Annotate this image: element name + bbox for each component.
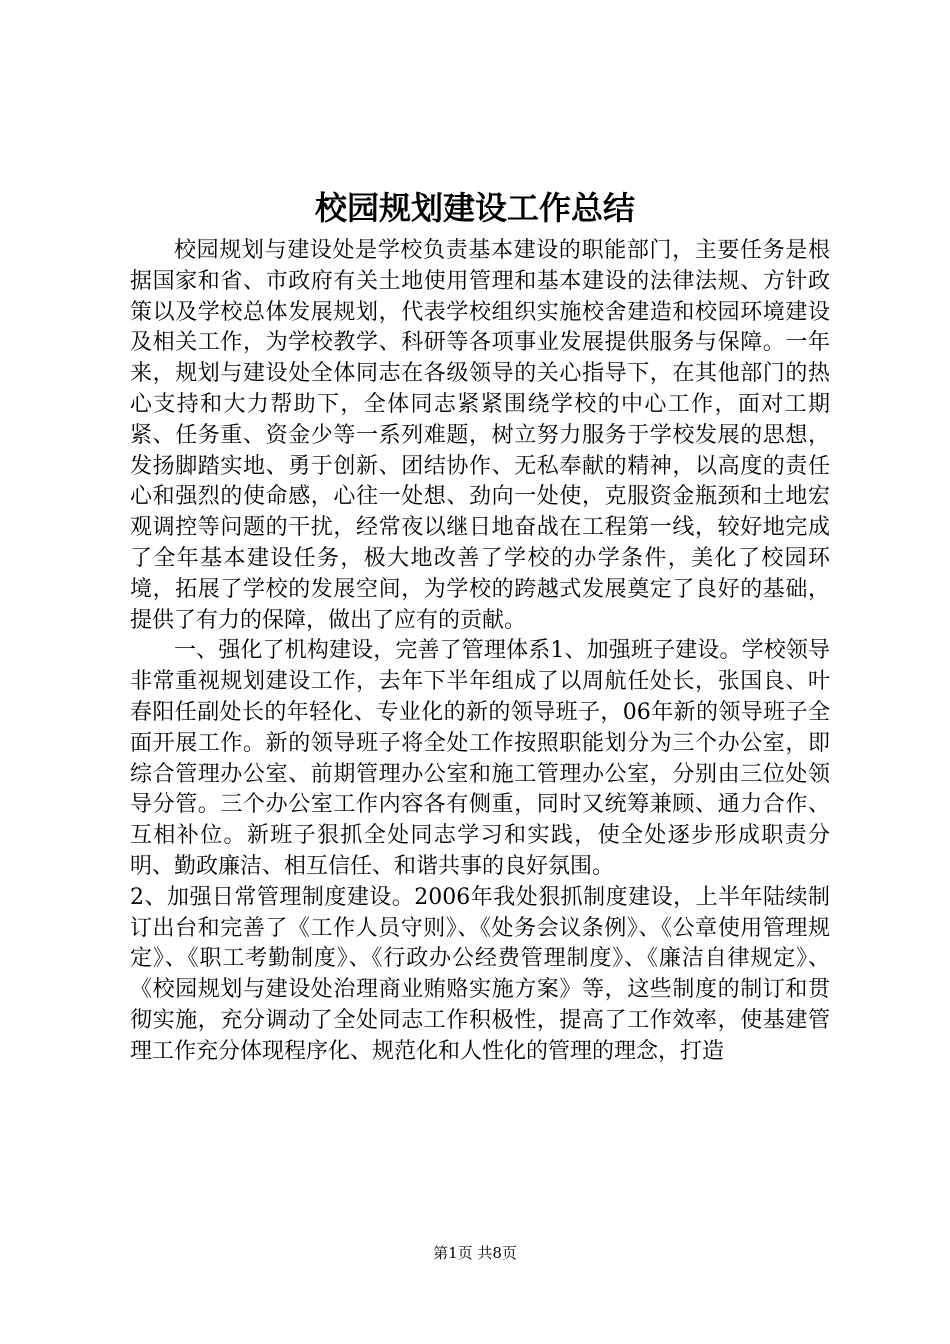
paragraph-section-1: 一、强化了机构建设，完善了管理体系1、加强班子建设。学校领导非常重视规划建设工作，去年下半年组成了以周航任处长，张国良、叶春阳任副处长的年轻化、专业化的新的领导班子，06年新的领导班子全面开展工作。新的领导班子将全处工作按照职能划分为三个办公室，即综合管理办公室、前期管理办公室和施工管理办公室，分别由三位处领导分管。三个办公室工作内容各有侧重，同时又统筹兼顾、通力合作、互相补位。新班子狠抓全处同志学习和实践，使全处逐步形成职责分明、勤政廉洁、相互信任、和谐共事的良好氛围。: [130, 638, 830, 879]
paragraph-section-2: 2、加强日常管理制度建设。2006年我处狠抓制度建设，上半年陆续制订出台和完善了《工作人员守则》、《处务会议条例》、《公章使用管理规定》、《职工考勤制度》、《行政办公经费管理制度》、《廉洁自律规定》、《校园规划与建设处治理商业贿赂实施方案》等，这些制度的制订和贯彻实施，充分调动了全处同志工作积极性，提高了工作效率，使基建管理工作充分体现程序化、规范化和人性化的管理的理念，打造: [130, 884, 830, 1064]
page-footer: 第1页 共8页: [433, 1244, 517, 1262]
document-title: 校园规划建设工作总结: [314, 189, 635, 227]
paragraph-intro: 校园规划与建设处是学校负责基本建设的职能部门，主要任务是根据国家和省、市政府有关土地使用管理和基本建设的法律法规、方针政策以及学校总体发展规划，代表学校组织实施校舍建造和校园环境建设及相关工作，为学校教学、科研等各项事业发展提供服务与保障。一年来，规划与建设处全体同志在各级领导的关心指导下，在其他部门的热心支持和大力帮助下，全体同志紧紧围绕学校的中心工作，面对工期紧、任务重、资金少等一系列难题，树立努力服务于学校发展的思想，发扬脚踏实地、勇于创新、团结协作、无私奉献的精神，以高度的责任心和强烈的使命感，心往一处想、劲向一处使，克服资金瓶颈和土地宏观调控等问题的干扰，经常夜以继日地奋战在工程第一线，较好地完成了全年基本建设任务，极大地改善了学校的办学条件，美化了校园环境，拓展了学校的发展空间，为学校的跨越式发展奠定了良好的基础，提供了有力的保障，做出了应有的贡献。: [130, 238, 830, 633]
document-body: [130, 236, 830, 1068]
